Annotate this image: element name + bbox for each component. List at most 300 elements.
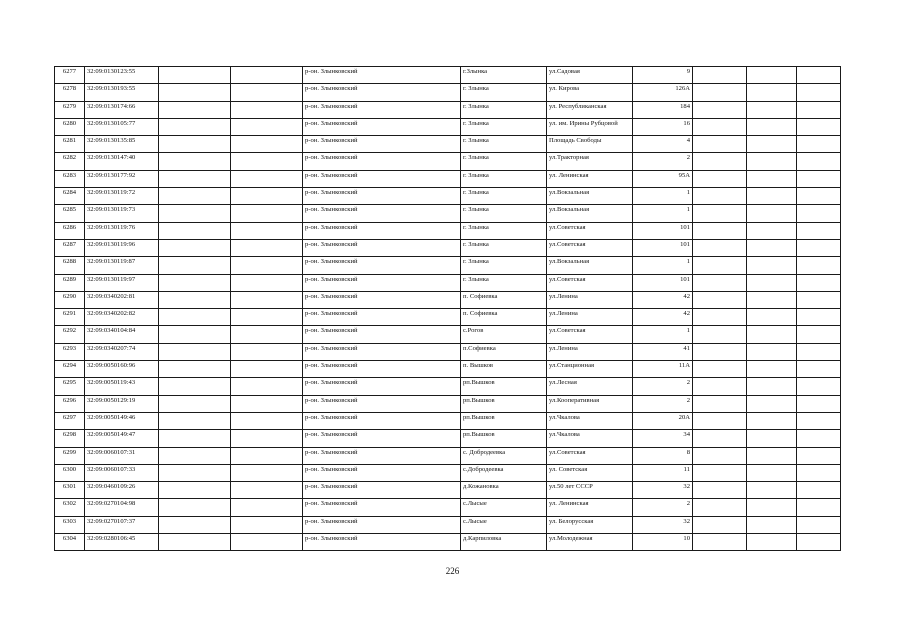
table-row — [55, 222, 841, 239]
row-number: 6277 — [55, 67, 85, 84]
empty-cell — [797, 205, 841, 222]
house-number-cell: 11 — [633, 464, 693, 481]
settlement-cell: рп.Вышков — [461, 430, 547, 447]
row-number: 6299 — [55, 447, 85, 464]
empty-cell — [159, 257, 231, 274]
house-number-cell: 2 — [633, 153, 693, 170]
empty-cell — [693, 464, 747, 481]
row-number: 6281 — [55, 136, 85, 153]
table-row — [55, 326, 841, 343]
house-number-cell: 8 — [633, 447, 693, 464]
empty-cell — [747, 412, 797, 429]
empty-cell — [693, 326, 747, 343]
settlement-cell: г. Злынка — [461, 153, 547, 170]
empty-cell — [231, 188, 303, 205]
house-number-cell: 2 — [633, 499, 693, 516]
empty-cell — [747, 136, 797, 153]
settlement-cell: г. Злынка — [461, 205, 547, 222]
house-number-cell: 101 — [633, 239, 693, 256]
empty-cell — [159, 153, 231, 170]
empty-cell — [693, 274, 747, 291]
empty-cell — [693, 291, 747, 308]
row-number: 6303 — [55, 516, 85, 533]
empty-cell — [693, 118, 747, 135]
empty-cell — [747, 447, 797, 464]
table-row — [55, 291, 841, 308]
empty-cell — [797, 412, 841, 429]
empty-cell — [693, 67, 747, 84]
empty-cell — [159, 447, 231, 464]
property-table — [54, 66, 841, 551]
cadastral-number: 32:09:0130174:66 — [85, 101, 159, 118]
empty-cell — [797, 257, 841, 274]
district-cell: р-он. Злынковский — [303, 118, 461, 135]
empty-cell — [231, 447, 303, 464]
empty-cell — [231, 309, 303, 326]
cadastral-number: 32:09:0050149:47 — [85, 430, 159, 447]
street-cell: ул. Ленинская — [547, 499, 633, 516]
row-number: 6278 — [55, 84, 85, 101]
empty-cell — [797, 136, 841, 153]
cadastral-number: 32:09:0130119:96 — [85, 239, 159, 256]
settlement-cell: г. Злынка — [461, 170, 547, 187]
empty-cell — [693, 482, 747, 499]
empty-cell — [159, 412, 231, 429]
empty-cell — [159, 361, 231, 378]
empty-cell — [159, 395, 231, 412]
table-row — [55, 136, 841, 153]
settlement-cell: г. Злынка — [461, 101, 547, 118]
empty-cell — [747, 309, 797, 326]
empty-cell — [693, 395, 747, 412]
house-number-cell: 95А — [633, 170, 693, 187]
cadastral-number: 32:09:0130135:85 — [85, 136, 159, 153]
district-cell: р-он. Злынковский — [303, 309, 461, 326]
cadastral-number: 32:09:0050160:96 — [85, 361, 159, 378]
empty-cell — [693, 430, 747, 447]
table-row — [55, 343, 841, 360]
settlement-cell: п. Вышков — [461, 361, 547, 378]
empty-cell — [797, 67, 841, 84]
district-cell: р-он. Злынковский — [303, 274, 461, 291]
street-cell: ул. Республиканская — [547, 101, 633, 118]
row-number: 6287 — [55, 239, 85, 256]
cadastral-number: 32:09:0460109:26 — [85, 482, 159, 499]
row-number: 6279 — [55, 101, 85, 118]
empty-cell — [693, 153, 747, 170]
empty-cell — [693, 309, 747, 326]
empty-cell — [747, 499, 797, 516]
empty-cell — [747, 84, 797, 101]
district-cell: р-он. Злынковский — [303, 464, 461, 481]
empty-cell — [159, 464, 231, 481]
street-cell: ул.Вокзальная — [547, 188, 633, 205]
district-cell: р-он. Злынковский — [303, 136, 461, 153]
empty-cell — [747, 67, 797, 84]
settlement-cell: г. Злынка — [461, 118, 547, 135]
empty-cell — [231, 205, 303, 222]
empty-cell — [747, 188, 797, 205]
row-number: 6290 — [55, 291, 85, 308]
empty-cell — [693, 101, 747, 118]
empty-cell — [747, 326, 797, 343]
table-row — [55, 412, 841, 429]
empty-cell — [797, 309, 841, 326]
district-cell: р-он. Злынковский — [303, 84, 461, 101]
empty-cell — [693, 136, 747, 153]
empty-cell — [693, 343, 747, 360]
empty-cell — [231, 239, 303, 256]
street-cell: ул.Советская — [547, 447, 633, 464]
settlement-cell: г. Злынка — [461, 136, 547, 153]
empty-cell — [693, 188, 747, 205]
settlement-cell: с.Рогов — [461, 326, 547, 343]
house-number-cell: 42 — [633, 309, 693, 326]
empty-cell — [693, 257, 747, 274]
empty-cell — [231, 412, 303, 429]
row-number: 6284 — [55, 188, 85, 205]
district-cell: р-он. Злынковский — [303, 343, 461, 360]
settlement-cell: рп.Вышков — [461, 395, 547, 412]
empty-cell — [159, 170, 231, 187]
house-number-cell: 1 — [633, 326, 693, 343]
empty-cell — [231, 482, 303, 499]
district-cell: р-он. Злынковский — [303, 239, 461, 256]
cadastral-number: 32:09:0130193:55 — [85, 84, 159, 101]
empty-cell — [747, 153, 797, 170]
empty-cell — [159, 343, 231, 360]
settlement-cell: с.Лысые — [461, 499, 547, 516]
empty-cell — [693, 84, 747, 101]
street-cell: Площадь Свободы — [547, 136, 633, 153]
cadastral-number: 32:09:0130123:55 — [85, 67, 159, 84]
house-number-cell: 34 — [633, 430, 693, 447]
street-cell: ул.Советская — [547, 222, 633, 239]
street-cell: ул. Советская — [547, 464, 633, 481]
district-cell: р-он. Злынковский — [303, 378, 461, 395]
empty-cell — [693, 239, 747, 256]
street-cell: ул. Белорусская — [547, 516, 633, 533]
table-row — [55, 170, 841, 187]
table-row — [55, 84, 841, 101]
street-cell: ул.Молодежная — [547, 534, 633, 551]
settlement-cell: д.Карпиловка — [461, 534, 547, 551]
empty-cell — [159, 67, 231, 84]
street-cell: ул.Тракторная — [547, 153, 633, 170]
table-row — [55, 257, 841, 274]
empty-cell — [159, 118, 231, 135]
empty-cell — [231, 291, 303, 308]
row-number: 6292 — [55, 326, 85, 343]
street-cell: ул.Садовая — [547, 67, 633, 84]
empty-cell — [231, 274, 303, 291]
row-number: 6282 — [55, 153, 85, 170]
house-number-cell: 41 — [633, 343, 693, 360]
district-cell: р-он. Злынковский — [303, 170, 461, 187]
district-cell: р-он. Злынковский — [303, 222, 461, 239]
settlement-cell: п. Софиевка — [461, 309, 547, 326]
empty-cell — [747, 239, 797, 256]
district-cell: р-он. Злынковский — [303, 188, 461, 205]
district-cell: р-он. Злынковский — [303, 482, 461, 499]
empty-cell — [693, 534, 747, 551]
settlement-cell: г. Злынка — [461, 188, 547, 205]
empty-cell — [159, 188, 231, 205]
cadastral-number: 32:09:0130119:72 — [85, 188, 159, 205]
street-cell: ул. Ленинская — [547, 170, 633, 187]
empty-cell — [231, 170, 303, 187]
house-number-cell: 4 — [633, 136, 693, 153]
empty-cell — [797, 482, 841, 499]
empty-cell — [159, 534, 231, 551]
empty-cell — [747, 464, 797, 481]
cadastral-number: 32:09:0130119:87 — [85, 257, 159, 274]
empty-cell — [693, 170, 747, 187]
empty-cell — [231, 343, 303, 360]
cadastral-number: 32:09:0130119:76 — [85, 222, 159, 239]
settlement-cell: рп.Вышков — [461, 412, 547, 429]
house-number-cell: 126А — [633, 84, 693, 101]
empty-cell — [231, 430, 303, 447]
district-cell: р-он. Злынковский — [303, 67, 461, 84]
district-cell: р-он. Злынковский — [303, 412, 461, 429]
empty-cell — [797, 343, 841, 360]
table-row — [55, 239, 841, 256]
table-row — [55, 188, 841, 205]
table-row — [55, 395, 841, 412]
empty-cell — [159, 430, 231, 447]
cadastral-number: 32:09:0340207:74 — [85, 343, 159, 360]
empty-cell — [797, 499, 841, 516]
house-number-cell: 32 — [633, 482, 693, 499]
cadastral-number: 32:09:0050119:43 — [85, 378, 159, 395]
house-number-cell: 1 — [633, 257, 693, 274]
district-cell: р-он. Злынковский — [303, 499, 461, 516]
cadastral-number: 32:09:0050129:19 — [85, 395, 159, 412]
settlement-cell: г. Злынка — [461, 274, 547, 291]
row-number: 6289 — [55, 274, 85, 291]
empty-cell — [231, 499, 303, 516]
row-number: 6297 — [55, 412, 85, 429]
empty-cell — [747, 222, 797, 239]
district-cell: р-он. Злынковский — [303, 395, 461, 412]
empty-cell — [231, 464, 303, 481]
empty-cell — [231, 222, 303, 239]
street-cell: ул.Чкалова — [547, 412, 633, 429]
empty-cell — [231, 395, 303, 412]
house-number-cell: 184 — [633, 101, 693, 118]
row-number: 6286 — [55, 222, 85, 239]
empty-cell — [747, 430, 797, 447]
settlement-cell: с. Добродеевка — [461, 447, 547, 464]
table-row — [55, 464, 841, 481]
settlement-cell: п.Софиевка — [461, 343, 547, 360]
table-row — [55, 516, 841, 533]
empty-cell — [747, 101, 797, 118]
cadastral-number: 32:09:0270107:37 — [85, 516, 159, 533]
empty-cell — [797, 516, 841, 533]
street-cell: ул. им. Ирины Рубцовой — [547, 118, 633, 135]
street-cell: ул.Вокзальная — [547, 205, 633, 222]
district-cell: р-он. Злынковский — [303, 101, 461, 118]
table-row — [55, 205, 841, 222]
house-number-cell: 9 — [633, 67, 693, 84]
empty-cell — [797, 118, 841, 135]
row-number: 6301 — [55, 482, 85, 499]
empty-cell — [159, 482, 231, 499]
empty-cell — [747, 274, 797, 291]
cadastral-number: 32:09:0270104:98 — [85, 499, 159, 516]
empty-cell — [159, 309, 231, 326]
cadastral-number: 32:09:0130119:73 — [85, 205, 159, 222]
district-cell: р-он. Злынковский — [303, 534, 461, 551]
empty-cell — [231, 84, 303, 101]
house-number-cell: 101 — [633, 222, 693, 239]
table-body — [55, 67, 841, 551]
cadastral-number: 32:09:0340202:81 — [85, 291, 159, 308]
cadastral-number: 32:09:0130177:92 — [85, 170, 159, 187]
cadastral-number: 32:09:0130105:77 — [85, 118, 159, 135]
empty-cell — [231, 378, 303, 395]
cadastral-number: 32:09:0280106:45 — [85, 534, 159, 551]
house-number-cell: 101 — [633, 274, 693, 291]
house-number-cell: 20А — [633, 412, 693, 429]
empty-cell — [693, 412, 747, 429]
table-row — [55, 274, 841, 291]
street-cell: ул.Ленина — [547, 343, 633, 360]
empty-cell — [159, 101, 231, 118]
settlement-cell: г. Злынка — [461, 84, 547, 101]
district-cell: р-он. Злынковский — [303, 291, 461, 308]
cadastral-number: 32:09:0130147:40 — [85, 153, 159, 170]
row-number: 6293 — [55, 343, 85, 360]
row-number: 6291 — [55, 309, 85, 326]
empty-cell — [797, 274, 841, 291]
empty-cell — [747, 516, 797, 533]
row-number: 6285 — [55, 205, 85, 222]
empty-cell — [797, 430, 841, 447]
table-row — [55, 101, 841, 118]
street-cell: ул.Кооперативная — [547, 395, 633, 412]
empty-cell — [159, 239, 231, 256]
empty-cell — [159, 136, 231, 153]
empty-cell — [747, 361, 797, 378]
empty-cell — [231, 136, 303, 153]
empty-cell — [797, 291, 841, 308]
empty-cell — [159, 326, 231, 343]
settlement-cell: п. Софиевка — [461, 291, 547, 308]
empty-cell — [231, 118, 303, 135]
empty-cell — [693, 205, 747, 222]
empty-cell — [747, 205, 797, 222]
row-number: 6302 — [55, 499, 85, 516]
street-cell: ул.Ленина — [547, 291, 633, 308]
empty-cell — [797, 395, 841, 412]
table-row — [55, 447, 841, 464]
cadastral-number: 32:09:0060107:31 — [85, 447, 159, 464]
settlement-cell: с.Добродеевка — [461, 464, 547, 481]
house-number-cell: 42 — [633, 291, 693, 308]
empty-cell — [797, 188, 841, 205]
cadastral-number: 32:09:0050149:46 — [85, 412, 159, 429]
empty-cell — [231, 361, 303, 378]
settlement-cell: г. Злынка — [461, 222, 547, 239]
settlement-cell: г. Злынка — [461, 257, 547, 274]
empty-cell — [159, 291, 231, 308]
row-number: 6296 — [55, 395, 85, 412]
house-number-cell: 1 — [633, 205, 693, 222]
empty-cell — [797, 534, 841, 551]
table-row — [55, 153, 841, 170]
empty-cell — [159, 222, 231, 239]
empty-cell — [231, 67, 303, 84]
street-cell: ул.Советская — [547, 239, 633, 256]
empty-cell — [797, 84, 841, 101]
settlement-cell: г.Злынка — [461, 67, 547, 84]
district-cell: р-он. Злынковский — [303, 516, 461, 533]
cadastral-number: 32:09:0340104:84 — [85, 326, 159, 343]
district-cell: р-он. Злынковский — [303, 153, 461, 170]
settlement-cell: д.Кожановка — [461, 482, 547, 499]
empty-cell — [693, 361, 747, 378]
district-cell: р-он. Злынковский — [303, 361, 461, 378]
empty-cell — [231, 516, 303, 533]
table-row — [55, 361, 841, 378]
street-cell: ул.50 лет СССР — [547, 482, 633, 499]
district-cell: р-он. Злынковский — [303, 447, 461, 464]
settlement-cell: г. Злынка — [461, 239, 547, 256]
empty-cell — [693, 378, 747, 395]
table-row — [55, 118, 841, 135]
house-number-cell: 10 — [633, 534, 693, 551]
district-cell: р-он. Злынковский — [303, 257, 461, 274]
row-number: 6288 — [55, 257, 85, 274]
house-number-cell: 16 — [633, 118, 693, 135]
empty-cell — [747, 395, 797, 412]
empty-cell — [747, 291, 797, 308]
empty-cell — [159, 274, 231, 291]
empty-cell — [693, 499, 747, 516]
house-number-cell: 1 — [633, 188, 693, 205]
empty-cell — [231, 326, 303, 343]
table-row — [55, 67, 841, 84]
settlement-cell: рп.Вышков — [461, 378, 547, 395]
settlement-cell: с.Лысые — [461, 516, 547, 533]
table-row — [55, 378, 841, 395]
page-number: 226 — [445, 566, 460, 576]
empty-cell — [159, 499, 231, 516]
row-number: 6280 — [55, 118, 85, 135]
street-cell: ул.Советская — [547, 326, 633, 343]
empty-cell — [159, 84, 231, 101]
street-cell: ул.Советская — [547, 274, 633, 291]
empty-cell — [747, 482, 797, 499]
empty-cell — [747, 343, 797, 360]
empty-cell — [159, 205, 231, 222]
empty-cell — [231, 257, 303, 274]
cadastral-number: 32:09:0340202:82 — [85, 309, 159, 326]
empty-cell — [693, 222, 747, 239]
street-cell: ул.Лесная — [547, 378, 633, 395]
empty-cell — [797, 378, 841, 395]
empty-cell — [231, 153, 303, 170]
street-cell: ул. Кирова — [547, 84, 633, 101]
empty-cell — [159, 516, 231, 533]
district-cell: р-он. Злынковский — [303, 205, 461, 222]
house-number-cell: 32 — [633, 516, 693, 533]
district-cell: р-он. Злынковский — [303, 326, 461, 343]
district-cell: р-он. Злынковский — [303, 430, 461, 447]
